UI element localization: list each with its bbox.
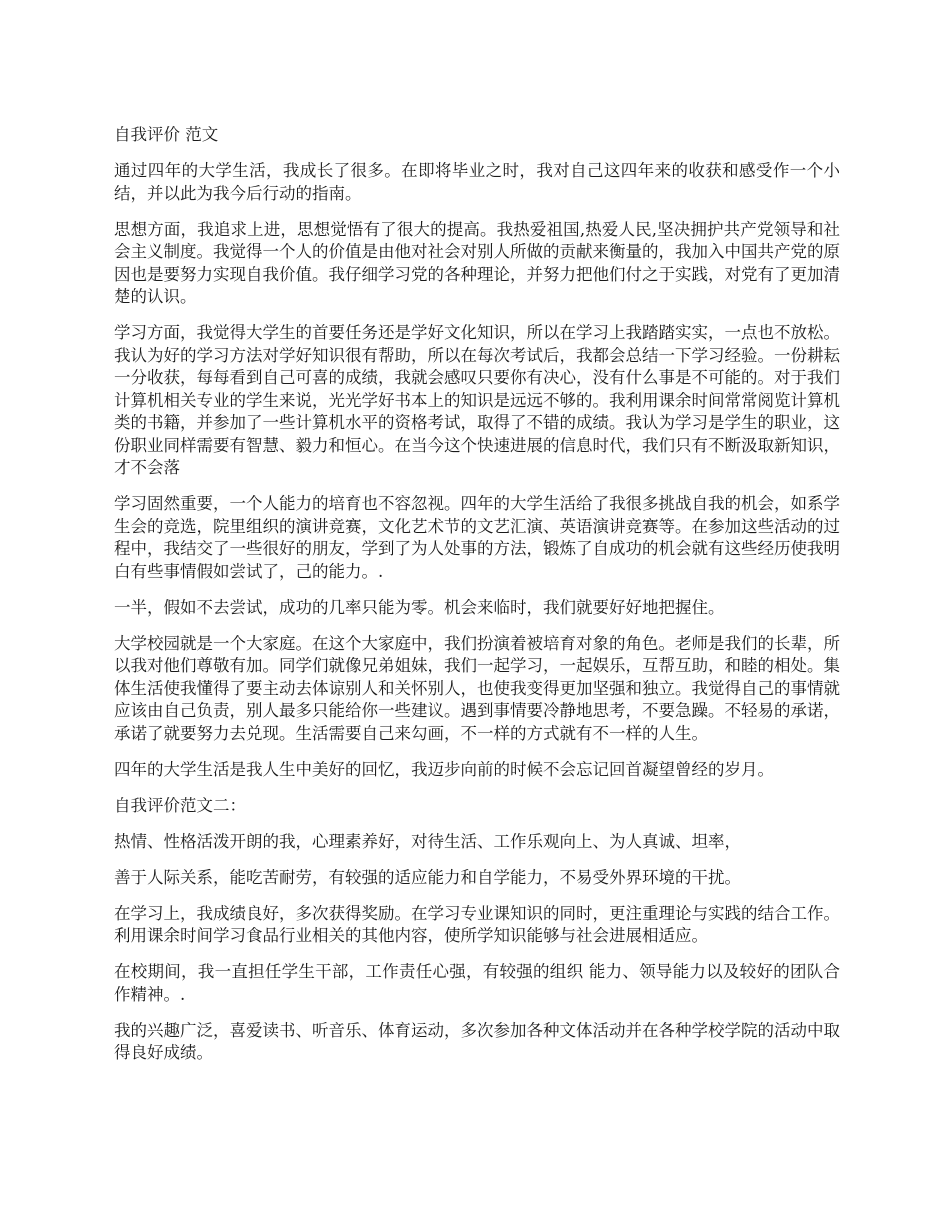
paragraph: 一半，假如不去尝试，成功的几率只能为零。机会来临时，我们就要好好地把握住。 [114, 597, 725, 617]
paragraph: 在校期间，我一直担任学生干部，工作责任心强，有较强的组织 能力、领导能力以及较好的团队合作精神。. [114, 962, 840, 1004]
paragraph: 热情、性格活泼开朗的我，心理素养好，对待生活、工作乐观向上、为人真诚、坦率， [114, 831, 741, 851]
paragraph: 思想方面，我追求上进，思想觉悟有了很大的提高。我热爱祖国,热爱人民,坚决拥护共产党领导和社会主义制度。我觉得一个人的价值是由他对社会对别人所做的贡献来衡量的，我加入中国共产党的原因也是要努力实现自我价值。我仔细学习党的各种理论，并努力把他们付之于实践，对党有了更加清楚的认识。 [114, 219, 840, 306]
section-heading: 自我评价范文二： [114, 795, 246, 815]
paragraph: 学习方面，我觉得大学生的首要任务还是学好文化知识，所以在学习上我踏踏实实，一点也不放松。我认为好的学习方法对学好知识很有帮助，所以在每次考试后，我都会总结一下学习经验。一份耕耘一分收获，每每看到自己可喜的成绩，我就会感叹只要你有决心，没有什么事是不可能的。对于我们计算机相关专业的学生来说，光光学好书本上的知识是远远不够的。我利用课余时间常常阅览计算机类的书籍，并参加了一些计算机水平的资格考试，取得了不错的成绩。我认为学习是学生的职业，这份职业同样需要有智慧、毅力和恒心。在当今这个快速进展的信息时代，我们只有不断汲取新知识，才不会落 [114, 323, 840, 477]
paragraph: 四年的大学生活是我人生中美好的回忆，我迈步向前的时候不会忘记回首凝望曾经的岁月。 [114, 759, 774, 779]
paragraph: 在学习上，我成绩良好，多次获得奖励。在学习专业课知识的同时，更注重理论与实践的结合工作。利用课余时间学习食品行业相关的其他内容，使所学知识能够与社会进展相适应。 [114, 903, 840, 945]
document-body [114, 124, 840, 1078]
paragraph: 善于人际关系，能吃苦耐劳，有较强的适应能力和自学能力，不易受外界环境的干扰。 [114, 867, 741, 887]
paragraph: 大学校园就是一个大家庭。在这个大家庭中，我们扮演着被培育对象的角色。老师是我们的长辈，所以我对他们尊敬有加。同学们就像兄弟姐妹，我们一起学习，一起娱乐，互帮互助，和睦的相处。集体生活使我懂得了要主动去体谅别人和关怀别人，也使我变得更加坚强和独立。我觉得自己的事情就应该由自己负责，别人最多只能给你一些建议。遇到事情要冷静地思考，不要急躁。不轻易的承诺，承诺了就要努力去兑现。生活需要自己来勾画，不一样的方式就有不一样的人生。 [114, 633, 840, 743]
document-title: 自我评价 范文 [114, 125, 219, 144]
paragraph: 通过四年的大学生活，我成长了很多。在即将毕业之时，我对自己这四年来的收获和感受作一个小结，并以此为我今后行动的指南。 [114, 161, 840, 203]
paragraph: 学习固然重要，一个人能力的培育也不容忽视。四年的大学生活给了我很多挑战自我的机会，如系学生会的竞选，院里组织的演讲竞赛，文化艺术节的文艺汇演、英语演讲竞赛等。在参加这些活动的过程中，我结交了一些很好的朋友，学到了为人处事的方法，锻炼了自成功的机会就有这些经历使我明白有些事情假如尝试了，己的能力。. [114, 494, 840, 581]
paragraph: 我的兴趣广泛，喜爱读书、听音乐、体育运动，多次参加各种文体活动并在各种学校学院的活动中取得良好成绩。 [114, 1020, 840, 1062]
